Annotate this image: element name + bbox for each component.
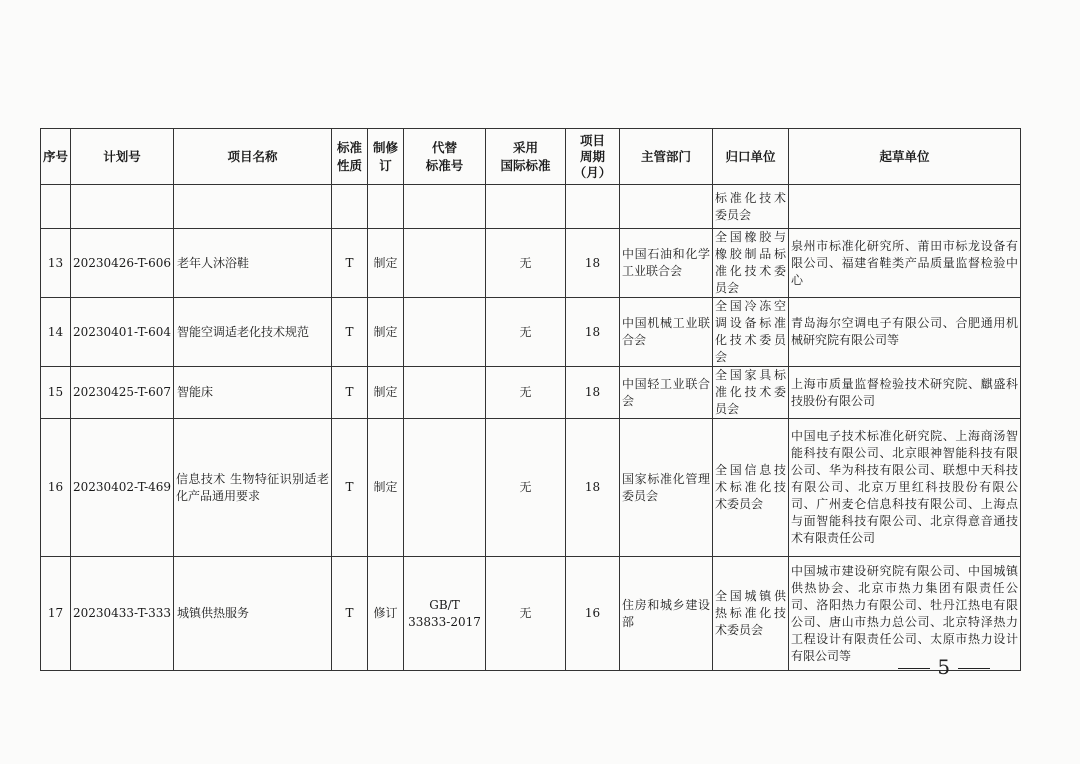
cell-intl-standard: 无 xyxy=(486,367,566,419)
header-period: 项目 周期 （月） xyxy=(566,129,620,185)
cell-owner: 全国信息技术标准化技术委员会 xyxy=(713,419,789,557)
cell-replaced-standard xyxy=(404,419,486,557)
cell-drafter: 泉州市标准化研究所、莆田市标龙设备有限公司、福建省鞋类产品质量监督检验中心 xyxy=(789,229,1021,298)
cell-drafter: 中国电子技术标准化研究院、上海商汤智能科技有限公司、北京眼神智能科技有限公司、华为科技有限公司、联想中天科技有限公司、北京万里红科技股份有限公司、广州麦仑信息科技有限公司、上海点与面智能科技有限公司、北京得意音通技术有限责任公司 xyxy=(789,419,1021,557)
table-row xyxy=(41,229,1021,298)
cell-owner: 全国橡胶与橡胶制品标准化技术委员会 xyxy=(713,229,789,298)
cell-replaced-standard xyxy=(404,229,486,298)
table-row xyxy=(41,557,1021,671)
table-row xyxy=(41,298,1021,367)
cell-dept: 中国轻工业联合会 xyxy=(620,367,713,419)
continuation-row xyxy=(41,185,1021,229)
table-header-row xyxy=(41,129,1021,185)
header-seq: 序号 xyxy=(41,129,71,185)
cell-nature: T xyxy=(332,298,368,367)
cell-drafter: 中国城市建设研究院有限公司、中国城镇供热协会、北京市热力集团有限责任公司、洛阳热力有限公司、牡丹江热电有限公司、唐山市热力总公司、北京特泽热力工程设计有限责任公司、太原市热力设计有限公司等 xyxy=(789,557,1021,671)
table-row xyxy=(41,419,1021,557)
cell-project-name: 智能空调适老化技术规范 xyxy=(174,298,332,367)
cell-project-name: 老年人沐浴鞋 xyxy=(174,229,332,298)
cell-project-name: 智能床 xyxy=(174,367,332,419)
cell-dept: 住房和城乡建设部 xyxy=(620,557,713,671)
cell-seq: 15 xyxy=(41,367,71,419)
standards-plan-table xyxy=(40,128,1021,671)
cell-owner: 全国冷冻空调设备标准化技术委员会 xyxy=(713,298,789,367)
cell-plan-no: 20230402-T-469 xyxy=(71,419,174,557)
cell-revise: 制定 xyxy=(368,419,404,557)
cell-dept: 中国石油和化学工业联合会 xyxy=(620,229,713,298)
cell-owner: 全国家具标准化技术委员会 xyxy=(713,367,789,419)
cell-plan-no: 20230401-T-604 xyxy=(71,298,174,367)
cell-revise: 制定 xyxy=(368,229,404,298)
cell-drafter: 上海市质量监督检验技术研究院、麒盛科技股份有限公司 xyxy=(789,367,1021,419)
header-nature: 标准 性质 xyxy=(332,129,368,185)
header-revise: 制修 订 xyxy=(368,129,404,185)
cell-revise: 修订 xyxy=(368,557,404,671)
cell-nature: T xyxy=(332,419,368,557)
cell-revise: 制定 xyxy=(368,298,404,367)
cell-drafter: 青岛海尔空调电子有限公司、合肥通用机械研究院有限公司等 xyxy=(789,298,1021,367)
cell-period: 18 xyxy=(566,419,620,557)
cell-nature: T xyxy=(332,229,368,298)
cell-intl-standard: 无 xyxy=(486,298,566,367)
cell-intl-standard: 无 xyxy=(486,229,566,298)
header-project-name: 项目名称 xyxy=(174,129,332,185)
cell-seq: 14 xyxy=(41,298,71,367)
cell-plan-no: 20230426-T-606 xyxy=(71,229,174,298)
page-number xyxy=(898,655,990,679)
cell-seq: 16 xyxy=(41,419,71,557)
cell-nature: T xyxy=(332,367,368,419)
page-number-left-dash xyxy=(898,668,930,669)
cell-replaced-standard xyxy=(404,298,486,367)
cell-replaced-standard xyxy=(404,367,486,419)
header-intl-standard: 采用 国际标准 xyxy=(486,129,566,185)
header-plan-no: 计划号 xyxy=(71,129,174,185)
page-number-value: 5 xyxy=(937,655,952,679)
cell-project-name: 信息技术 生物特征识别适老化产品通用要求 xyxy=(174,419,332,557)
cell-seq: 13 xyxy=(41,229,71,298)
page-number-right-dash xyxy=(958,668,990,669)
cell-replaced-standard: GB/T 33833-2017 xyxy=(404,557,486,671)
cell-owner: 全国城镇供热标准化技术委员会 xyxy=(713,557,789,671)
cell-project-name: 城镇供热服务 xyxy=(174,557,332,671)
header-replaced-standard: 代替 标准号 xyxy=(404,129,486,185)
cell-plan-no: 20230433-T-333 xyxy=(71,557,174,671)
continuation-owner: 标准化技术委员会 xyxy=(713,185,789,229)
header-dept: 主管部门 xyxy=(620,129,713,185)
table-row xyxy=(41,367,1021,419)
header-owner: 归口单位 xyxy=(713,129,789,185)
cell-nature: T xyxy=(332,557,368,671)
cell-intl-standard: 无 xyxy=(486,557,566,671)
cell-period: 18 xyxy=(566,229,620,298)
cell-period: 18 xyxy=(566,298,620,367)
cell-intl-standard: 无 xyxy=(486,419,566,557)
cell-revise: 制定 xyxy=(368,367,404,419)
header-drafter: 起草单位 xyxy=(789,129,1021,185)
cell-dept: 中国机械工业联合会 xyxy=(620,298,713,367)
cell-plan-no: 20230425-T-607 xyxy=(71,367,174,419)
cell-period: 16 xyxy=(566,557,620,671)
cell-period: 18 xyxy=(566,367,620,419)
cell-seq: 17 xyxy=(41,557,71,671)
cell-dept: 国家标准化管理委员会 xyxy=(620,419,713,557)
